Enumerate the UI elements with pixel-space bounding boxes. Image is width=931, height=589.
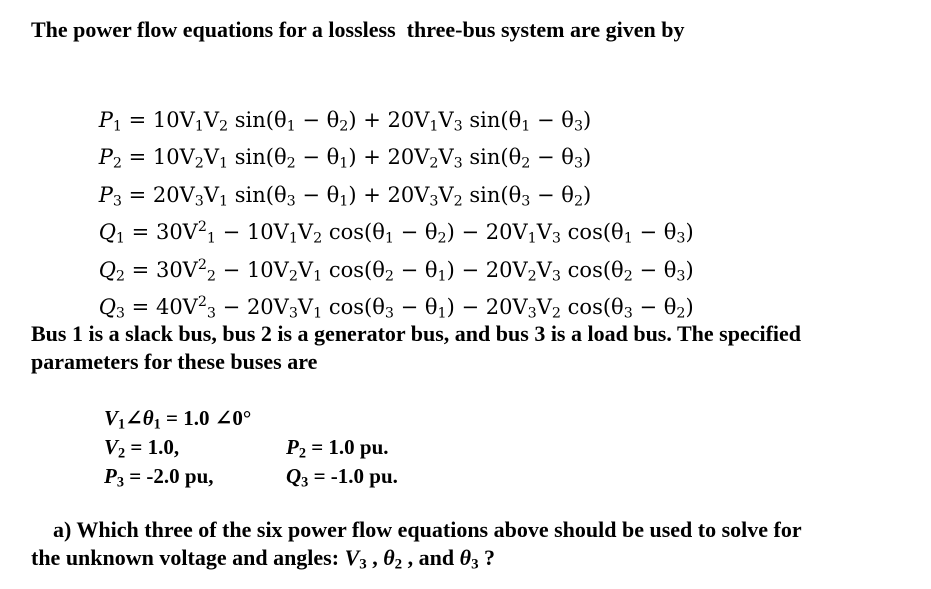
equation-q2: $Q_2 = 30V^2_2 - 10V_2V_1$ $\cos(\theta_2 - \theta_1) - 20V_2V_3$ $\cos(\theta_2 - \theta_3)$ xyxy=(98,256,694,285)
specified-parameters xyxy=(104,404,398,491)
question-line-2: the unknown voltage and angles: $V_3$ , $\theta_2$ , and $\theta_3$ ? xyxy=(31,545,496,573)
param-p3: $P_3 = -2.0$ pu, xyxy=(104,464,214,491)
question-line-1: a) Which three of the six power flow equations above should be used to solve for xyxy=(53,517,802,542)
param-row-2 xyxy=(104,433,389,462)
param-row-slack xyxy=(104,404,252,433)
equation-p3: $P_3 = 20V_3V_1$ $\sin(\theta_3 - \theta_1) + 20V_3V_2$ $\sin(\theta_3 - \theta_2)$ xyxy=(98,182,592,210)
equation-p2: $P_2 = 10V_2V_1$ $\sin(\theta_2 - \theta_1) + 20V_2V_3$ $\sin(\theta_2 - \theta_3)$ xyxy=(98,145,592,172)
question-a xyxy=(31,516,911,572)
equation-q3: $Q_3 = 40V^2_3 - 20V_3V_1$ $\cos(\theta_3 - \theta_1) - 20V_3V_2$ $\cos(\theta_3 - \theta_2)$ xyxy=(98,294,694,322)
equation-block xyxy=(72,64,694,322)
equation-q1: $Q_1 = 30V^2_1 - 10V_1V_2$ $\cos(\theta_1 - \theta_2) - 20V_1V_3$ $\cos(\theta_1 - \theta_3)$ xyxy=(98,219,694,247)
param-p2: $P_2 = 1.0$ pu. xyxy=(286,435,389,462)
param-q3: $Q_3 = -1.0$ pu. xyxy=(286,464,398,491)
param-v1-theta1: $V_1\angle\theta_1 = 1.0$ ∠0° xyxy=(104,406,252,433)
param-row-3 xyxy=(104,462,398,491)
bus-description-paragraph: Bus 1 is a slack bus, bus 2 is a generator bus, and bus 3 is a load bus. The specified parameters for these buses are xyxy=(31,321,802,374)
heading: The power flow equations for a lossless three-bus system are given by xyxy=(31,17,685,42)
param-v2: $V_2 = 1.0$, xyxy=(104,435,180,462)
equation-p1: $P_1 = 10V_1V_2$ $\sin(\theta_1 - \theta_2) + 20V_1V_3$ $\sin(\theta_1 - \theta_3)$ xyxy=(98,107,592,135)
